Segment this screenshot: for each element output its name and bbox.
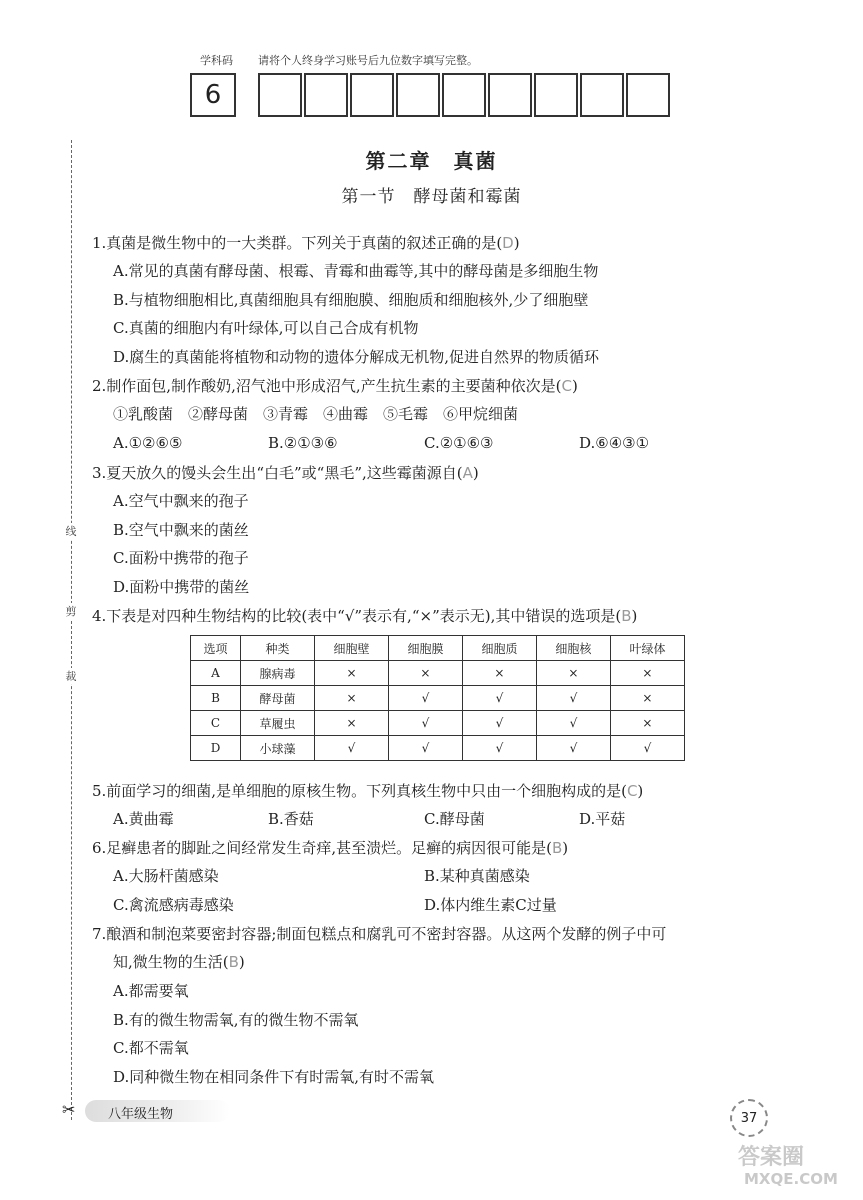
option-d: D.面粉中携带的菌丝 bbox=[113, 578, 250, 596]
table-cell: √ bbox=[536, 686, 610, 711]
id-digit-box[interactable] bbox=[580, 73, 624, 117]
option-c: C.②①⑥③ bbox=[424, 434, 494, 452]
paren-close: ) bbox=[571, 377, 578, 395]
table-header-cell: 细胞质 bbox=[462, 636, 536, 661]
paren-close: ) bbox=[513, 234, 520, 252]
option-c: C.酵母菌 bbox=[424, 810, 485, 828]
option-b: B.某种真菌感染 bbox=[424, 867, 530, 885]
question-stem: 知,微生物的生活( bbox=[113, 953, 229, 971]
table-cell: √ bbox=[462, 686, 536, 711]
table-cell: × bbox=[610, 686, 684, 711]
table-cell: √ bbox=[536, 711, 610, 736]
question-4 bbox=[92, 606, 637, 626]
scissors-icon: ✂ bbox=[62, 1100, 76, 1119]
question-3 bbox=[92, 463, 479, 483]
book-title: 八年级生物 bbox=[108, 1107, 174, 1122]
watermark-logo: 答案圈 bbox=[738, 1145, 805, 1170]
option-b: B.香菇 bbox=[268, 810, 314, 828]
id-digit-box[interactable] bbox=[442, 73, 486, 117]
question-7-line2 bbox=[113, 952, 245, 972]
table-cell: B bbox=[191, 686, 241, 711]
table-header-cell: 细胞壁 bbox=[314, 636, 388, 661]
subject-code-label: 学科码 bbox=[200, 54, 233, 67]
table-row bbox=[191, 736, 685, 761]
table-cell: √ bbox=[610, 736, 684, 761]
paren-close: ) bbox=[238, 953, 245, 971]
table-cell: × bbox=[536, 661, 610, 686]
table-cell: 腺病毒 bbox=[241, 661, 315, 686]
table-header-cell: 细胞核 bbox=[536, 636, 610, 661]
question-stem: 6.足癣患者的脚趾之间经常发生奇痒,甚至溃烂。足癣的病因很可能是( bbox=[92, 839, 552, 857]
paren-close: ) bbox=[637, 782, 644, 800]
question-stem: 2.制作面包,制作酸奶,沼气池中形成沼气,产生抗生素的主要菌种依次是( bbox=[92, 377, 562, 395]
subject-code-box: 6 bbox=[190, 73, 236, 117]
table-header-cell: 选项 bbox=[191, 636, 241, 661]
answer-mark: B bbox=[228, 953, 239, 971]
table-header-cell: 叶绿体 bbox=[610, 636, 684, 661]
table-cell: 小球藻 bbox=[241, 736, 315, 761]
cut-dashed-line bbox=[71, 140, 72, 1120]
option-d: D.同种微生物在相同条件下有时需氧,有时不需氧 bbox=[113, 1068, 435, 1086]
paren-close: ) bbox=[631, 607, 638, 625]
table-row bbox=[191, 661, 685, 686]
table-cell: × bbox=[388, 661, 462, 686]
id-digit-box[interactable] bbox=[488, 73, 532, 117]
table-cell: × bbox=[610, 661, 684, 686]
id-digit-box[interactable] bbox=[396, 73, 440, 117]
answer-mark: B bbox=[551, 839, 563, 857]
option-c: C.真菌的细胞内有叶绿体,可以自己合成有机物 bbox=[113, 319, 419, 337]
question-7-line1: 7.酿酒和制泡菜要密封容器;制面包糕点和腐乳可不密封容器。从这两个发酵的例子中可 bbox=[92, 925, 667, 943]
id-digit-box[interactable] bbox=[534, 73, 578, 117]
table-row bbox=[191, 686, 685, 711]
answer-mark: D bbox=[502, 234, 514, 252]
id-digit-box[interactable] bbox=[350, 73, 394, 117]
option-b: B.②①③⑥ bbox=[268, 434, 338, 452]
table-cell: √ bbox=[388, 686, 462, 711]
structure-comparison-table bbox=[190, 635, 685, 761]
id-box-row bbox=[190, 73, 672, 117]
question-6 bbox=[92, 838, 568, 858]
table-cell: × bbox=[314, 686, 388, 711]
option-a: A.①②⑥⑤ bbox=[113, 434, 183, 452]
table-cell: 酵母菌 bbox=[241, 686, 315, 711]
cut-label-trim: 裁 bbox=[63, 668, 79, 684]
cut-label-line: 线 bbox=[63, 523, 79, 539]
section-title: 第一节 酵母菌和霉菌 bbox=[341, 187, 522, 207]
table-header-cell: 种类 bbox=[241, 636, 315, 661]
table-cell: × bbox=[610, 711, 684, 736]
table-cell: √ bbox=[536, 736, 610, 761]
organism-list: ①乳酸菌 ②酵母菌 ③青霉 ④曲霉 ⑤毛霉 ⑥甲烷细菌 bbox=[113, 405, 519, 423]
table-cell: √ bbox=[462, 736, 536, 761]
question-stem: 3.夏天放久的馒头会生出“白毛”或“黑毛”,这些霉菌源自( bbox=[92, 464, 463, 482]
answer-mark: A bbox=[462, 464, 473, 482]
answer-mark: C bbox=[626, 782, 638, 800]
table-cell: √ bbox=[388, 711, 462, 736]
watermark-url: MXQE.COM bbox=[744, 1170, 838, 1188]
option-b: B.与植物细胞相比,真菌细胞具有细胞膜、细胞质和细胞核外,少了细胞壁 bbox=[113, 291, 589, 309]
table-cell: C bbox=[191, 711, 241, 736]
option-c: C.面粉中携带的孢子 bbox=[113, 549, 249, 567]
table-cell: × bbox=[462, 661, 536, 686]
table-cell: D bbox=[191, 736, 241, 761]
option-d: D.平菇 bbox=[579, 810, 626, 828]
option-d: D.⑥④③① bbox=[579, 434, 650, 452]
table-cell: √ bbox=[388, 736, 462, 761]
option-a: A.常见的真菌有酵母菌、根霉、青霉和曲霉等,其中的酵母菌是多细胞生物 bbox=[113, 262, 599, 280]
question-stem: 4.下表是对四种生物结构的比较(表中“√”表示有,“×”表示无),其中错误的选项是( bbox=[92, 607, 622, 625]
table-cell: √ bbox=[462, 711, 536, 736]
table-cell: × bbox=[314, 711, 388, 736]
option-c: C.禽流感病毒感染 bbox=[113, 896, 234, 914]
page-number: 37 bbox=[730, 1099, 768, 1137]
question-5 bbox=[92, 781, 643, 801]
option-a: A.黄曲霉 bbox=[113, 810, 174, 828]
option-a: A.大肠杆菌感染 bbox=[113, 867, 219, 885]
paren-close: ) bbox=[472, 464, 479, 482]
option-a: A.空气中飘来的孢子 bbox=[113, 492, 249, 510]
question-1 bbox=[92, 233, 520, 253]
answer-mark: C bbox=[561, 377, 572, 395]
id-digit-box[interactable] bbox=[626, 73, 670, 117]
option-d: D.腐生的真菌能将植物和动物的遗体分解成无机物,促进自然界的物质循环 bbox=[113, 348, 600, 366]
question-stem: 5.前面学习的细菌,是单细胞的原核生物。下列真核生物中只由一个细胞构成的是( bbox=[92, 782, 627, 800]
id-digit-box[interactable] bbox=[304, 73, 348, 117]
table-cell: A bbox=[191, 661, 241, 686]
table-cell: 草履虫 bbox=[241, 711, 315, 736]
question-2 bbox=[92, 376, 578, 396]
option-b: B.有的微生物需氧,有的微生物不需氧 bbox=[113, 1011, 359, 1029]
option-a: A.都需要氧 bbox=[113, 982, 189, 1000]
id-digit-box[interactable] bbox=[258, 73, 302, 117]
option-c: C.都不需氧 bbox=[113, 1039, 189, 1057]
table-cell: √ bbox=[314, 736, 388, 761]
chapter-title: 第二章 真菌 bbox=[365, 149, 498, 173]
paren-close: ) bbox=[562, 839, 569, 857]
option-b: B.空气中飘来的菌丝 bbox=[113, 521, 249, 539]
table-header-row bbox=[191, 636, 685, 661]
cut-label-cut: 剪 bbox=[63, 603, 79, 619]
answer-mark: B bbox=[621, 607, 632, 625]
table-cell: × bbox=[314, 661, 388, 686]
account-instruction: 请将个人终身学习账号后九位数字填写完整。 bbox=[258, 54, 478, 67]
option-d: D.体内维生素C过量 bbox=[424, 896, 557, 914]
question-stem: 1.真菌是微生物中的一大类群。下列关于真菌的叙述正确的是( bbox=[92, 234, 503, 252]
table-header-cell: 细胞膜 bbox=[388, 636, 462, 661]
table-row bbox=[191, 711, 685, 736]
